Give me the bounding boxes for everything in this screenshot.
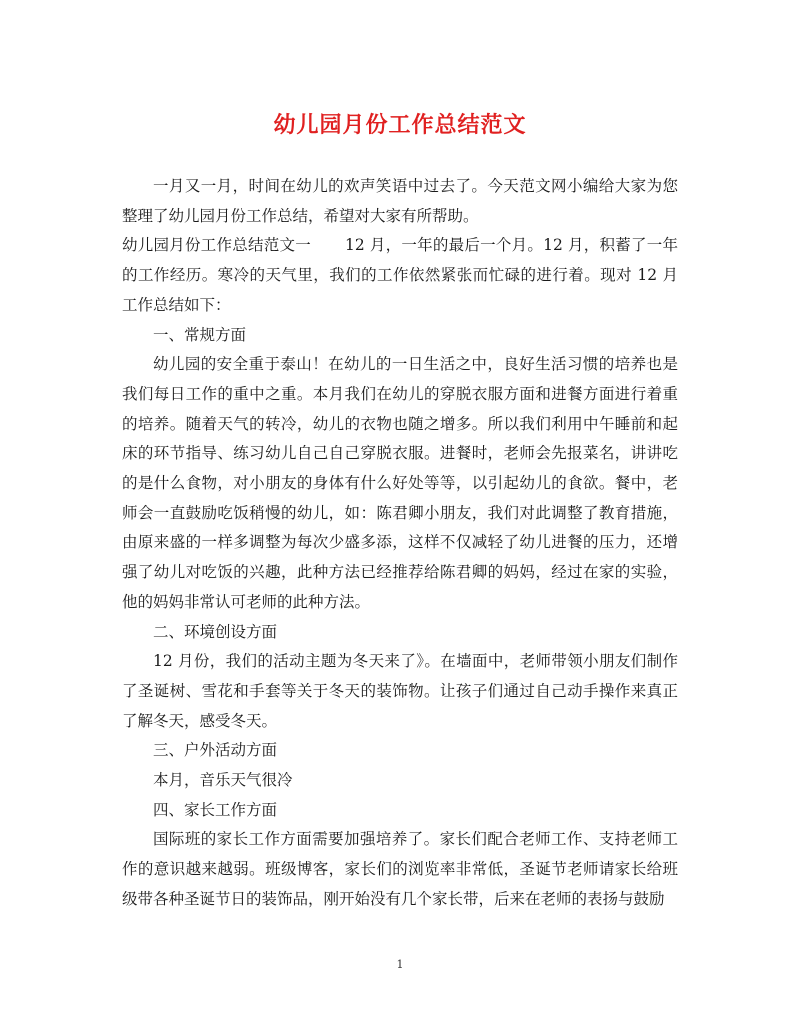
section-heading: 三、户外活动方面	[153, 741, 278, 760]
section-heading: 一、常规方面	[153, 325, 247, 344]
section-paragraph: 12 月份，我们的活动主题为冬天来了》。在墙面中，老师带领小朋友们制作了圣诞树、雪花和手套等关于冬天的装饰物。让孩子们通过自己动手操作来真正了解冬天，感受冬天。	[122, 652, 678, 730]
section-heading: 二、环境创设方面	[153, 622, 278, 641]
document-title: 幼儿园月份工作总结范文	[273, 113, 527, 138]
sample-intro: 12 月，一年的最后一个月。12 月，积蓄了一年的工作经历。寒冷的天气里，我们的工作依然紧张而忙碌的进行着。现对 12 月工作总结如下：	[122, 236, 678, 314]
section-paragraph: 幼儿园的安全重于泰山！在幼儿的一日生活之中，良好生活习惯的培养也是我们每日工作的重中之重。本月我们在幼儿的穿脱衣服方面和进餐方面进行着重的培养。随着天气的转冷，幼儿的衣物也随之增多。所以我们利用中午睡前和起床的环节指导、练习幼儿自己自己穿脱衣服。进餐时，老师会先报菜名，讲讲吃的是什么食物，对小朋友的身体有什么好处等等，以引起幼儿的食欲。餐中，老师会一直鼓励吃饭稍慢的幼儿，如：陈君卿小朋友，我们对此调整了教育措施，由原来盛的一样多调整为每次少盛多添，这样不仅减轻了幼儿进餐的压力，还增强了幼儿对吃饭的兴趣，此种方法已经推荐给陈君卿的妈妈，经过在家的实验，他的妈妈非常认可老师的此种方法。	[122, 355, 678, 611]
section-heading: 四、家长工作方面	[153, 800, 278, 819]
page-number: 1	[396, 958, 404, 971]
sample-paragraph	[122, 231, 678, 320]
sample-label: 幼儿园月份工作总结范文一	[122, 236, 311, 255]
intro-paragraph: 一月又一月，时间在幼儿的欢声笑语中过去了。今天范文网小编给大家为您整理了幼儿园月份工作总结，希望对大家有所帮助。	[122, 177, 678, 225]
section-paragraph: 国际班的家长工作方面需要加强培养了。家长们配合老师工作、支持老师工作的意识越来越弱。班级博客，家长们的浏览率非常低，圣诞节老师请家长给班级带各种圣诞节日的装饰品，刚开始没有几个家长带，后来在老师的表扬与鼓励	[122, 830, 678, 908]
section-paragraph: 本月，音乐天气很冷	[153, 771, 293, 790]
document-body	[122, 172, 678, 915]
